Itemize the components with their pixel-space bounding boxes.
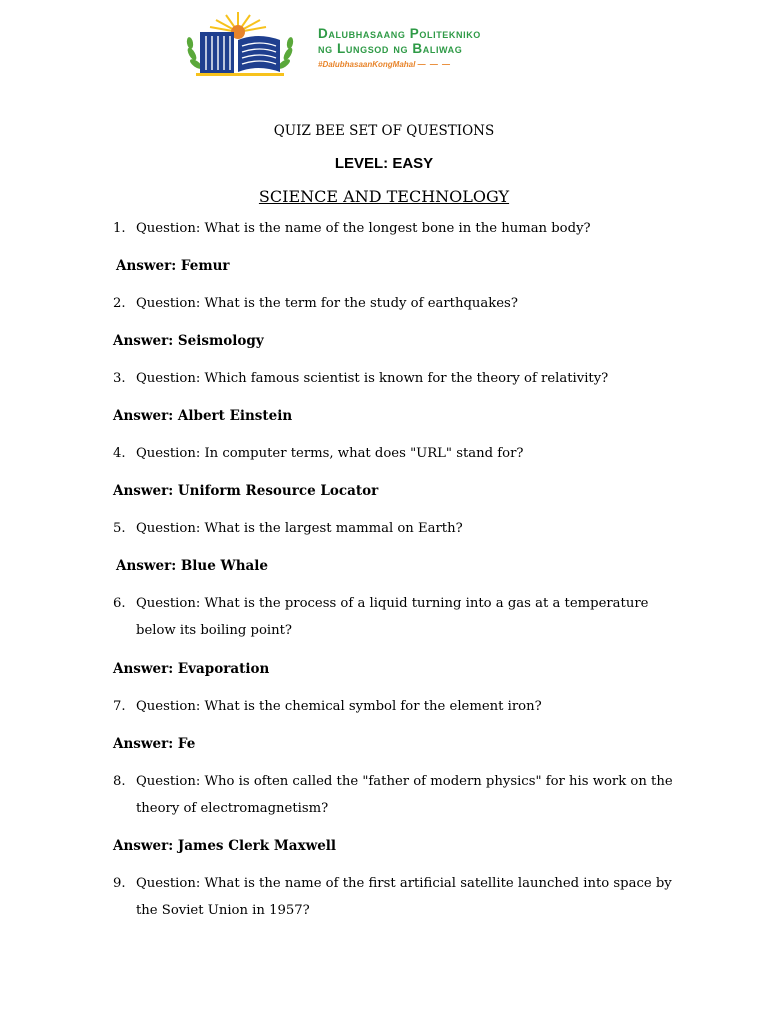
answer-text: Answer: Albert Einstein [113, 408, 293, 424]
question-number: 7. [113, 699, 126, 714]
question-number: 8. [113, 774, 126, 789]
answer-text: Answer: Uniform Resource Locator [113, 483, 379, 499]
question-text: Question: In computer terms, what does "URL" stand for? [136, 446, 524, 461]
question-item [113, 590, 673, 644]
question-item [113, 768, 673, 822]
school-name-block [318, 26, 481, 69]
question-text: Question: Which famous scientist is known for the theory of relativity? [136, 371, 609, 386]
school-logo-icon [186, 10, 294, 78]
answer-text: Answer: Blue Whale [116, 558, 268, 574]
category-heading: SCIENCE AND TECHNOLOGY [258, 187, 510, 206]
question-text: Question: What is the name of the longest bone in the human body? [136, 221, 591, 236]
question-number: 5. [113, 521, 126, 536]
question-number: 1. [113, 221, 126, 236]
level-heading: LEVEL: EASY [334, 155, 434, 172]
hashtag [318, 60, 481, 69]
question-item [113, 870, 673, 924]
question-text: Question: Who is often called the "father of modern physics" for his work on the theory of electromagnetism? [136, 774, 673, 816]
question-text: Question: What is the term for the study of earthquakes? [136, 296, 518, 311]
letterhead [186, 10, 612, 82]
hashtag-dashes: — — — [417, 60, 452, 69]
question-item [113, 290, 673, 317]
question-text: Question: What is the largest mammal on Earth? [136, 521, 463, 536]
answer-text: Answer: Fe [113, 736, 196, 752]
question-item [113, 365, 673, 392]
answer-text: Answer: Seismology [113, 333, 264, 349]
answer-text: Answer: Femur [116, 258, 230, 274]
question-item [113, 440, 673, 467]
question-text: Question: What is the chemical symbol for the element iron? [136, 699, 542, 714]
document-title: QUIZ BEE SET OF QUESTIONS [273, 123, 495, 139]
question-number: 3. [113, 371, 126, 386]
answer-text: Answer: James Clerk Maxwell [113, 838, 337, 854]
school-name-line1: Dalubhasaang Politekniko [318, 26, 481, 41]
question-number: 9. [113, 876, 126, 891]
answer-text: Answer: Evaporation [113, 661, 270, 677]
hashtag-text: #DalubhasaanKongMahal [318, 60, 416, 69]
question-number: 6. [113, 596, 126, 611]
question-text: Question: What is the name of the first artificial satellite launched into space by the Soviet Union in 1957? [136, 876, 672, 918]
question-number: 4. [113, 446, 126, 461]
question-number: 2. [113, 296, 126, 311]
question-item [113, 515, 673, 542]
question-item [113, 693, 673, 720]
school-name-line2: ng Lungsod ng Baliwag [318, 41, 463, 56]
question-text: Question: What is the process of a liquid turning into a gas at a temperature below its boiling point? [136, 596, 649, 638]
question-item [113, 215, 673, 242]
